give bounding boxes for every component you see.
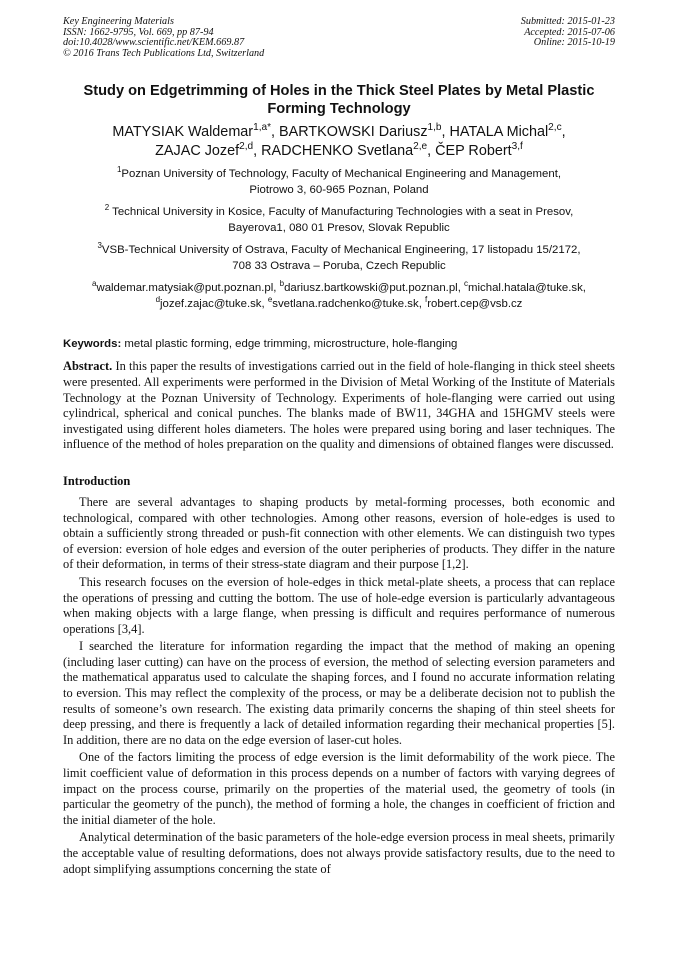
keywords-label: Keywords: — [63, 338, 122, 351]
date-online: Online: 2015-10-19 — [533, 37, 615, 49]
author-separator: , — [271, 124, 280, 141]
email-mark: e — [267, 295, 273, 305]
email-link[interactable]: robert.cep@vsb.cz — [427, 297, 523, 310]
author-affiliation-mark: 1,a* — [253, 122, 272, 134]
author-name: BARTKOWSKI Dariusz — [279, 124, 428, 141]
affiliation-line: VSB-Technical University of Ostrava, Faculty of Mechanical Engineering, 17 listopadu 15/2172, — [101, 244, 581, 257]
journal-name: Key Engineering Materials — [63, 16, 174, 27]
email-mark: b — [279, 279, 285, 289]
date-submitted: Submitted: 2015-01-23 — [520, 16, 615, 27]
body-paragraph: This research focuses on the eversion of hole-edges in thick metal-plate sheets, a process that can replace the operations of pressing and cutting the bottom. The use of hole-edge eversion is particularly advantageous when making objects with a large flange, when pressing is difficult and requires performance of numerous operations [3,4]. — [63, 574, 615, 636]
affiliation-mark: 3 — [97, 241, 102, 251]
author-affiliation-mark: 1,b — [427, 122, 442, 134]
author-separator: , — [561, 124, 566, 141]
section-heading: Introduction — [63, 473, 131, 488]
body-paragraph: I searched the literature for information regarding the impact that the method of making an opening (including laser cutting) can have on the process of eversion, the method of selecting eversion parameters and the mathematical apparatus used to calculate the shaping forces, and I found no accurate information relating to eversion. This may reflect the complexity of the process, or may be a deliberate decision not to publish the results of someone’s own research. The existing data primarily concerns the shaping of thin steel sheets for deep pressing, and there is frequently a lack of detailed information regarding their mechanical properties [5]. In addition, there are no data on the edge eversion of laser-cut holes. — [63, 639, 615, 747]
author-name: ČEP Robert — [435, 143, 512, 160]
body-paragraph: One of the factors limiting the process of edge eversion is the limit deformability of the work piece. The limit coefficient value of deformation in this process depends on a number of factors with varying degrees of impact on the process course, primarily on the properties of the material used, the geometry of tools (in particular the geometry of the punch), the method of forming a hole, the changes in coefficient of friction and the initial diameter of the hole. — [63, 750, 615, 827]
abstract-text: In this paper the results of investigations carried out in the field of hole-flanging in thick steel sheets were presented. All experiments were performed in the Division of Metal Working of the Institute of Materials Technology at the Poznan University of Technology. Experiments of hole-flanging were carried out using cylindrical, spherical and conical punches. The blanks made of BW11, 34GHA and 15HGMV steels were investigated using different holes diameters. The holes were prepared using boring and laser techniques. The influence of the method of holes preparation on the quality and dimensions of obtained flanges were discussed. — [63, 359, 615, 452]
affiliation-line: 708 33 Ostrava – Poruba, Czech Republic — [232, 259, 446, 272]
email-mark: d — [155, 295, 161, 305]
affiliation-mark: 2 — [104, 203, 110, 213]
author-list — [63, 123, 615, 161]
author-separator: , — [253, 143, 262, 160]
email-link[interactable]: jozef.zajac@tuke.sk, — [160, 297, 268, 310]
journal-issn: ISSN: 1662-9795, Vol. 669, pp 87-94 — [63, 26, 214, 38]
author-affiliation-mark: 2,d — [239, 141, 254, 153]
email-link[interactable]: svetlana.radchenko@tuke.sk, — [272, 297, 426, 310]
email-mark: a — [92, 279, 97, 289]
author-name: HATALA Michal — [449, 124, 549, 141]
paper-title: Study on Edgetrimming of Holes in the Thick Steel Plates by Metal Plastic Forming Technology — [83, 83, 595, 118]
journal-doi: doi:10.4028/www.scientific.net/KEM.669.87 — [63, 37, 245, 49]
author-affiliation-mark: 2,e — [413, 141, 428, 153]
affiliation-line: Technical University in Kosice, Faculty of Manufacturing Technologies with a seat in Presov, — [109, 206, 574, 219]
journal-copyright: © 2016 Trans Tech Publications Ltd, Switzerland — [63, 47, 265, 59]
journal-header — [63, 17, 615, 59]
keywords-text: metal plastic forming, edge trimming, microstructure, hole-flanging — [121, 338, 458, 351]
author-affiliation-mark: 2,c — [548, 122, 562, 134]
email-link[interactable]: michal.hatala@tuke.sk, — [468, 282, 586, 295]
affiliation-line: Bayerova1, 080 01 Presov, Slovak Republic — [228, 221, 450, 234]
author-name: MATYSIAK Waldemar — [112, 124, 254, 141]
body-paragraph: Analytical determination of the basic parameters of the hole-edge eversion process in meal sheets, primarily the acceptable value of resulting deformations, does not always provide satisfactory results, due to the need to adopt simplifying assumptions concerning the state of — [63, 830, 615, 876]
author-affiliation-mark: 3,f — [511, 141, 523, 153]
author-emails — [63, 281, 615, 312]
author-name: ZAJAC Jozef — [155, 143, 240, 160]
affiliation-mark: 1 — [116, 165, 122, 175]
body-paragraph: There are several advantages to shaping products by metal-forming processes, both economic and technological, compared with other technologies. Among other reasons, eversion of hole-edges is used to obtain a sufficiently strong threaded or push-fit connection with other elements. We can distinguish two types of eversion: eversion of hole edges and eversion of the outer peripheries of products. They differ in the nature of their deformation, in terms of their stress-state diagram and their purpose [1,2]. — [63, 494, 615, 572]
email-link[interactable]: dariusz.bartkowski@put.poznan.pl, — [284, 282, 465, 295]
abstract-label: Abstract. — [63, 359, 113, 374]
affiliation-line: Piotrowo 3, 60-965 Poznan, Poland — [249, 183, 429, 196]
journal-info — [63, 17, 264, 59]
affiliation-2 — [63, 205, 615, 236]
abstract — [63, 359, 615, 453]
keywords — [63, 337, 615, 352]
affiliation-line: Poznan University of Technology, Faculty of Mechanical Engineering and Management, — [121, 168, 562, 181]
author-separator: , — [441, 124, 450, 141]
submission-dates — [521, 17, 615, 59]
affiliation-3 — [63, 243, 615, 274]
date-accepted: Accepted: 2015-07-06 — [524, 26, 615, 38]
author-separator: , — [427, 143, 436, 160]
author-name: RADCHENKO Svetlana — [261, 143, 414, 160]
email-mark: c — [464, 279, 469, 289]
email-link[interactable]: waldemar.matysiak@put.poznan.pl, — [96, 282, 280, 295]
affiliation-1 — [63, 167, 615, 198]
email-mark: f — [425, 295, 428, 305]
